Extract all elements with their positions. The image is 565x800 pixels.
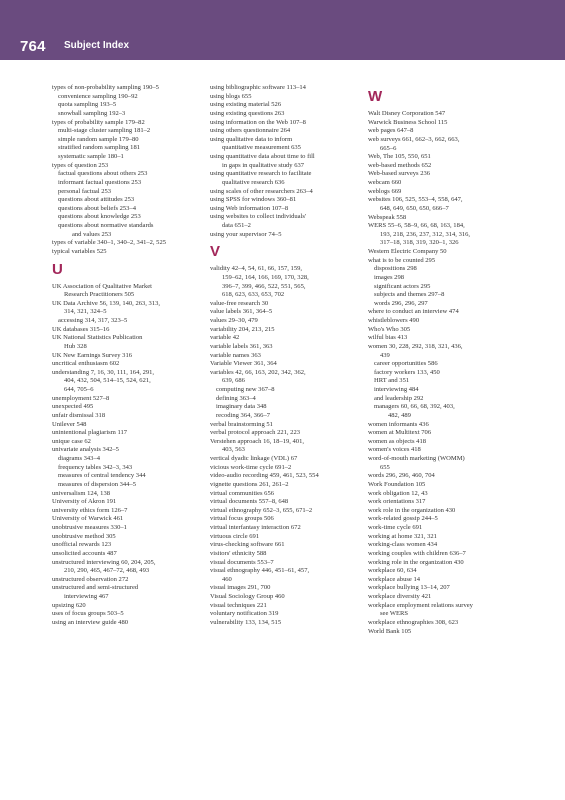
index-entry: unofficial rewards 123 <box>52 541 112 549</box>
index-entry: using an interview guide 480 <box>52 618 129 626</box>
index-entry: Variable Viewer 361, 364 <box>210 360 277 368</box>
index-subentry: words 296, 296, 297 <box>374 299 428 307</box>
index-subentry: interviewing 484 <box>374 386 419 393</box>
index-entry: unstructured and semi-structured <box>52 584 139 592</box>
index-entry: variables 42, 66, 163, 202, 342, 362, <box>210 368 306 376</box>
index-entry: verbal protocol approach 221, 223 <box>210 429 300 437</box>
index-subentry: defining 363–4 <box>216 394 256 402</box>
index-entry: using quantitative research to facilitate <box>210 170 312 178</box>
index-entry: using others questionnaire 264 <box>210 127 291 135</box>
index-subentry: 460 <box>222 575 232 583</box>
index-column-1 <box>52 84 200 628</box>
index-entry: work obligation 12, 43 <box>368 489 428 497</box>
index-subentry: 317–18, 318, 319, 320–1, 326 <box>380 239 459 247</box>
index-entry: UK Data Archive 56, 139, 140, 263, 313, <box>52 299 161 307</box>
index-entry: Unilever 548 <box>52 420 87 428</box>
index-entry: unintentional plagiarism 117 <box>52 429 128 437</box>
index-subentry: questions about knowledge 253 <box>58 213 141 221</box>
index-subentry: 655 <box>380 463 390 471</box>
index-entry: virus-checking software 661 <box>210 541 285 549</box>
index-entry: workplace abuse 14 <box>368 575 420 583</box>
index-entry: Visual Sociology Group 460 <box>210 593 285 600</box>
index-entry: virtual interfantasy interaction 672 <box>210 524 301 531</box>
index-entry: unstructured interviewing 60, 204, 205, <box>52 558 156 566</box>
section-letter: W <box>368 88 383 105</box>
index-entry: Walt Disney Corporation 547 <box>368 110 446 117</box>
index-column-3 <box>368 84 528 636</box>
index-entry: using SPSS for windows 360–81 <box>210 196 297 204</box>
index-subentry: 482, 489 <box>388 411 411 419</box>
index-entry: visual images 291, 700 <box>210 584 271 592</box>
index-column-2 <box>210 84 360 628</box>
index-subentry: factory workers 133, 450 <box>374 368 440 376</box>
index-entry: using information on the Web 107–8 <box>210 118 306 126</box>
index-entry: virtuous circle 691 <box>210 532 260 540</box>
index-entry: work-related gossip 244–5 <box>368 515 438 523</box>
index-entry: unobtrusive measures 330–1 <box>52 524 127 531</box>
index-entry: working couples with children 636–7 <box>368 549 466 557</box>
index-subentry: subjects and themes 297–8 <box>374 291 445 299</box>
index-entry: working role in the organization 430 <box>368 558 464 566</box>
index-entry: university ethics form 126–7 <box>52 506 128 514</box>
index-subentry: see WERS <box>380 610 409 618</box>
index-subentry: images 298 <box>374 273 405 281</box>
index-entry: unexpected 495 <box>52 403 94 411</box>
index-subentry: career opportunities 586 <box>374 360 438 368</box>
index-entry: uses of focus groups 503–5 <box>52 610 124 618</box>
index-subentry: 210, 290, 465, 467–72, 468, 493 <box>64 567 150 575</box>
index-entry: UK Association of Qualitative Market <box>52 282 152 290</box>
index-entry: workplace 60, 634 <box>368 567 417 575</box>
index-entry: workplace diversity 421 <box>368 593 432 600</box>
index-entry: Work Foundation 105 <box>368 480 426 488</box>
index-subentry: 618, 623, 633, 653, 702 <box>222 291 285 299</box>
index-subentry: questions about attitudes 253 <box>58 196 135 204</box>
index-entry: video-audio recording 459, 461, 523, 554 <box>210 472 319 480</box>
index-entry: work orientations 317 <box>368 498 426 506</box>
index-subentry: imaginary data 348 <box>216 403 267 411</box>
index-entry: types of probability sample 179–82 <box>52 118 145 126</box>
index-subentry: quota sampling 193–5 <box>58 101 117 109</box>
index-subentry: interviewing 467 <box>64 593 109 600</box>
index-subentry: 439 <box>380 351 390 359</box>
index-subentry: accessing 314, 317, 323–5 <box>58 317 128 324</box>
index-entry: where to conduct an interview 474 <box>368 308 459 316</box>
index-entry: Who's Who 305 <box>368 325 411 333</box>
index-entry: working at home 321, 321 <box>368 532 437 540</box>
index-entry: visitors' ethnicity 588 <box>210 549 267 557</box>
index-entry: work-time cycle 691 <box>368 524 423 531</box>
index-entry: words 296, 296, 460, 704 <box>368 472 435 480</box>
index-entry: vulnerability 133, 134, 515 <box>210 618 282 626</box>
index-subentry: questions about beliefs 253–4 <box>58 204 137 212</box>
index-entry: web surveys 661, 662–3, 662, 663, <box>368 135 460 143</box>
index-entry: univariate analysis 342–5 <box>52 446 119 454</box>
index-entry: web-based methods 652 <box>368 161 432 169</box>
index-entry: Verstehen approach 16, 18–19, 401, <box>210 437 304 445</box>
index-subentry: and values 253 <box>72 230 112 238</box>
index-entry: voluntary notification 319 <box>210 610 279 618</box>
index-entry: visual documents 553–7 <box>210 558 274 566</box>
index-entry: using your supervisor 74–5 <box>210 230 282 238</box>
index-entry: workplace ethnographies 308, 623 <box>368 618 459 626</box>
index-entry: virtual focus groups 506 <box>210 515 274 523</box>
index-entry: webcam 660 <box>368 179 402 186</box>
index-subentry: informant factual questions 253 <box>58 178 142 186</box>
index-entry: weblogs 669 <box>368 187 402 195</box>
index-entry: typical variables 525 <box>52 247 107 255</box>
index-entry: University of Akron 191 <box>52 498 117 506</box>
index-entry: unstructured observation 272 <box>52 575 129 583</box>
index-subentry: recoding 364, 366–7 <box>216 411 271 419</box>
index-entry: women as objects 418 <box>368 437 427 445</box>
index-subentry: questions about normative standards <box>58 222 154 229</box>
index-subentry: 159–62, 164, 166, 169, 170, 328, <box>222 273 309 281</box>
index-entry: visual techniques 221 <box>210 601 267 609</box>
index-subentry: 404, 432, 504, 514–15, 524, 621, <box>64 377 151 385</box>
index-entry: what is to be counted 295 <box>368 256 436 264</box>
index-entry: wilful bias 413 <box>368 334 408 342</box>
index-subentry: 644, 705–6 <box>64 386 94 393</box>
page-number: 764 <box>20 38 46 55</box>
index-entry: value labels 361, 364–5 <box>210 308 273 316</box>
index-entry: using existing questions 263 <box>210 109 285 117</box>
index-entry: World Bank 105 <box>368 627 412 635</box>
index-subentry: factual questions about others 253 <box>58 170 148 178</box>
index-entry: values 29–30, 479 <box>210 317 258 324</box>
index-entry: vertical dyadic linkage (VDL) 67 <box>210 455 298 462</box>
index-entry: unobtrusive method 305 <box>52 532 116 540</box>
index-entry: WERS 55–6, 58–9, 66, 68, 163, 184, <box>368 222 465 230</box>
index-subentry: 403, 563 <box>222 446 245 454</box>
index-entry: women 30, 228, 292, 318, 321, 436, <box>368 342 463 350</box>
index-entry: validity 42–4, 54, 61, 66, 157, 159, <box>210 265 303 273</box>
index-entry: types of question 253 <box>52 161 109 169</box>
index-subentry: dispositions 298 <box>374 265 417 273</box>
index-entry: unfair dismissal 318 <box>52 411 106 419</box>
index-entry: types of non-probability sampling 190–5 <box>52 84 159 91</box>
index-subentry: frequency tables 342–3, 343 <box>58 463 133 471</box>
index-entry: using existing material 526 <box>210 101 282 109</box>
index-subentry: personal factual 253 <box>58 187 112 195</box>
index-entry: using blogs 655 <box>210 92 252 100</box>
index-entry: UK databases 315–16 <box>52 325 110 333</box>
index-entry: unemployment 527–8 <box>52 394 110 402</box>
index-subentry: diagrams 343–4 <box>58 455 101 462</box>
index-subentry: 193, 218, 236, 237, 312, 314, 316, <box>380 230 471 238</box>
index-entry: understanding 7, 16, 30, 111, 164, 291, <box>52 368 155 376</box>
index-entry: web pages 647–8 <box>368 127 414 135</box>
section-letter: V <box>210 243 221 261</box>
index-entry: virtual communities 656 <box>210 489 275 497</box>
index-entry: University of Warwick 461 <box>52 515 124 523</box>
index-subentry: 314, 321, 324–5 <box>64 308 107 316</box>
running-title: Subject Index <box>64 40 130 51</box>
index-entry: using qualitative data to inform <box>210 135 293 143</box>
index-subentry: Hub 328 <box>64 342 87 350</box>
index-entry: types of variable 340–1, 340–2, 341–2, 525 <box>52 239 167 247</box>
index-subentry: 639, 686 <box>222 377 245 385</box>
index-entry: vicious work-time cycle 691–2 <box>210 463 292 471</box>
section-letter: U <box>52 260 63 278</box>
index-subentry: data 651–2 <box>222 222 251 229</box>
index-entry: upsizing 620 <box>52 601 86 609</box>
index-entry: women informants 436 <box>368 420 429 428</box>
index-entry: using websites to collect individuals' <box>210 213 307 221</box>
index-entry: unsolicited accounts 487 <box>52 549 117 557</box>
index-subentry: computing new 367–8 <box>216 386 275 393</box>
index-entry: workplace bullying 13–14, 207 <box>368 584 450 592</box>
index-subentry: qualitative research 636 <box>222 178 285 186</box>
index-entry: using quantitative data about time to fill <box>210 153 315 160</box>
index-entry: variable 42 <box>210 334 240 342</box>
index-subentry: multi-stage cluster sampling 181–2 <box>58 127 151 135</box>
index-subentry: and leadership 292 <box>374 394 424 402</box>
index-entry: Western Electric Company 50 <box>368 248 447 255</box>
index-entry: workplace employment relations survey <box>368 601 473 609</box>
index-entry: word-of-mouth marketing (WOMM) <box>368 455 465 462</box>
index-entry: women's voices 418 <box>368 446 421 454</box>
index-entry: uncritical enthusiasm 602 <box>52 360 120 368</box>
page-header <box>0 0 565 60</box>
index-subentry: stratified random sampling 181 <box>58 144 141 152</box>
index-subentry: 648, 649, 650, 650, 666–7 <box>380 204 449 212</box>
index-entry: Webspeak 558 <box>368 213 407 221</box>
index-entry: variable names 363 <box>210 351 261 359</box>
index-entry: vignette questions 261, 261–2 <box>210 480 289 488</box>
index-entry: working-class women 434 <box>368 541 438 549</box>
index-entry: Web, The 105, 550, 651 <box>368 153 431 161</box>
index-subentry: measures of central tendency 344 <box>58 472 146 480</box>
index-subentry: Research Practitioners 505 <box>64 291 135 299</box>
index-subentry: significant actors 295 <box>374 282 431 290</box>
index-entry: value-free research 30 <box>210 299 269 307</box>
index-subentry: convenience sampling 190–92 <box>58 92 138 100</box>
index-entry: UK New Earnings Survey 316 <box>52 351 133 359</box>
index-entry: women at Multitext 706 <box>368 429 432 437</box>
index-subentry: systematic sample 180–1 <box>58 153 124 160</box>
index-entry: Warwick Business School 115 <box>368 118 448 126</box>
index-subentry: measures of dispersion 344–5 <box>58 480 137 488</box>
index-entry: verbal brainstorming 51 <box>210 420 273 428</box>
index-entry: variability 204, 213, 215 <box>210 325 275 333</box>
index-subentry: 396–7, 399, 466, 522, 551, 565, <box>222 282 306 290</box>
index-entry: using Web information 107–8 <box>210 204 289 212</box>
index-entry: work role in the organization 430 <box>368 506 456 514</box>
index-subentry: managers 60, 66, 68, 392, 403, <box>374 403 455 411</box>
index-entry: visual ethnography 446, 451–61, 457, <box>210 567 310 575</box>
index-entry: whistleblowers 490 <box>368 317 420 324</box>
index-entry: using scales of other researchers 263–4 <box>210 187 313 195</box>
index-subentry: snowball sampling 192–3 <box>58 109 126 117</box>
index-entry: variable labels 361, 363 <box>210 342 273 350</box>
index-subentry: quantitative measurement 635 <box>222 144 301 152</box>
index-entry: unique case 62 <box>52 437 91 445</box>
index-entry: Web-based surveys 236 <box>368 170 431 178</box>
index-entry: UK National Statistics Publication <box>52 334 143 342</box>
index-subentry: in gaps in qualitative study 637 <box>222 161 305 169</box>
index-entry: using bibliographic software 113–14 <box>210 84 306 91</box>
index-entry: universalism 124, 138 <box>52 489 111 497</box>
index-entry: websites 106, 525, 553–4, 558, 647, <box>368 196 463 204</box>
index-subentry: simple random sample 179–80 <box>58 135 139 143</box>
index-subentry: HRT and 351 <box>374 377 410 385</box>
index-subentry: 665–6 <box>380 144 397 152</box>
index-entry: virtual ethnography 652–3, 655, 671–2 <box>210 506 313 514</box>
index-entry: virtual documents 557–8, 648 <box>210 498 289 506</box>
